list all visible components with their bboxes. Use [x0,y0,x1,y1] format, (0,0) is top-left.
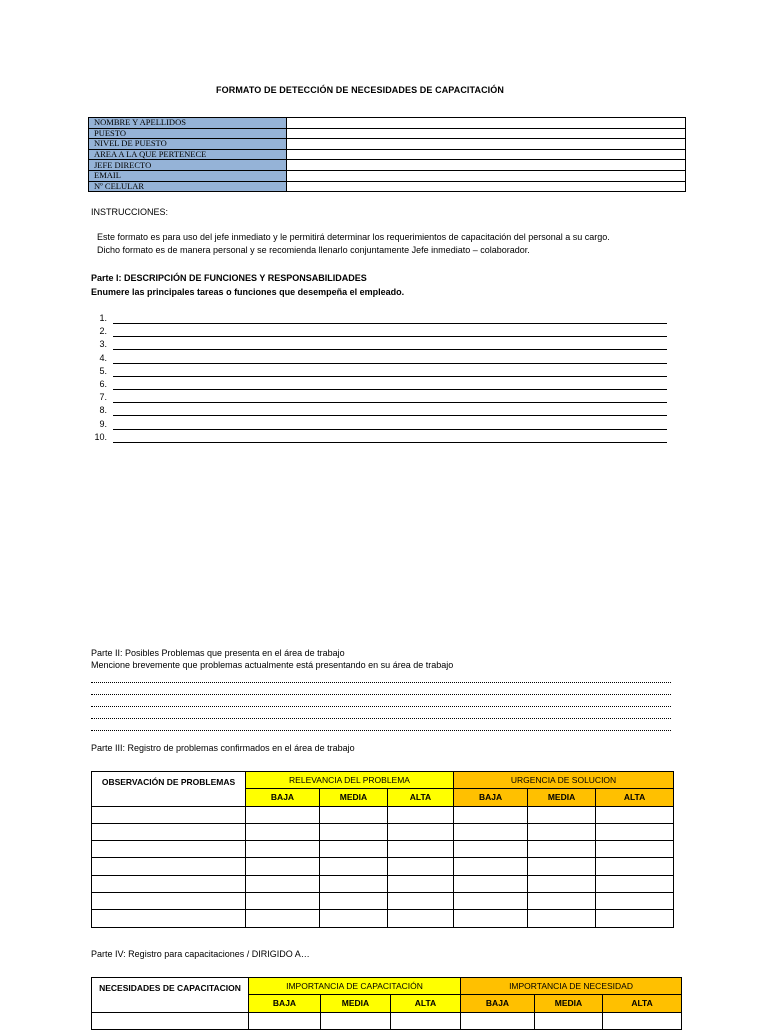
problem-cell[interactable] [92,893,246,910]
problem-cell[interactable] [454,841,528,858]
info-row [89,160,686,171]
info-row [89,181,686,192]
info-label: Nº CELULAR [89,181,287,192]
problem-cell[interactable] [246,875,320,892]
problem-cell[interactable] [92,823,246,840]
problem-cell[interactable] [388,806,454,823]
problem-cell[interactable] [454,806,528,823]
problem-cell[interactable] [454,910,528,927]
problem-cell[interactable] [246,893,320,910]
instructions-heading: INSTRUCCIONES: [91,207,169,217]
problem-cell[interactable] [596,893,674,910]
task-number: 5. [99,365,107,376]
task-line[interactable] [113,415,667,416]
p3-urgencia-alta: ALTA [596,789,674,806]
training-matrix [91,977,682,1030]
problem-cell[interactable] [388,875,454,892]
problem-cell[interactable] [528,893,596,910]
task-line[interactable] [113,376,667,377]
p4-necesidad-baja: BAJA [461,995,535,1012]
page-title: FORMATO DE DETECCIÓN DE NECESIDADES DE CAPACITACIÓN [216,85,504,95]
problem-cell[interactable] [528,806,596,823]
problem-cell[interactable] [596,823,674,840]
problem-cell[interactable] [388,893,454,910]
training-cell[interactable] [603,1012,682,1029]
instructions-line-2: Dicho formato es de manera personal y se recomienda llenarlo conjuntamente Jefe inmediato – colaborador. [97,245,530,255]
problem-row [92,910,674,927]
task-number: 6. [99,379,107,389]
info-row [89,149,686,160]
task-line[interactable] [113,323,667,324]
problem-row [92,806,674,823]
info-value-field[interactable] [287,160,686,171]
p4-capacitacion-baja: BAJA [249,995,321,1012]
info-row [89,170,686,181]
task-number: 4. [99,352,107,363]
task-number: 2. [99,326,107,337]
problem-cell[interactable] [92,910,246,927]
employee-info-table [88,117,686,192]
info-row [89,118,686,129]
p3-urgencia-media: MEDIA [528,789,596,806]
problem-cell[interactable] [528,841,596,858]
p3-col-observacion: OBSERVACIÓN DE PROBLEMAS [92,772,246,807]
p4-col-necesidades: NECESIDADES DE CAPACITACION [92,978,249,1013]
info-value-field[interactable] [287,118,686,129]
part1-heading: Parte I: DESCRIPCIÓN DE FUNCIONES Y RESPONSABILIDADES [91,273,367,283]
training-cell[interactable] [321,1012,391,1029]
info-value-field[interactable] [287,128,686,139]
info-row [89,128,686,139]
training-cell[interactable] [391,1012,461,1029]
training-cell[interactable] [92,1012,249,1029]
part1-subheading: Enumere las principales tareas o funciones que desempeña el empleado. [91,287,405,297]
problem-cell[interactable] [388,910,454,927]
problem-cell[interactable] [246,823,320,840]
info-label: NOMBRE Y APELLIDOS [89,118,287,129]
problem-cell[interactable] [246,858,320,875]
problem-cell[interactable] [320,893,388,910]
p4-group-importancia-capacitacion: IMPORTANCIA DE CAPACITACIÓN [249,978,461,995]
p4-capacitacion-alta: ALTA [391,995,461,1012]
problem-line-1[interactable] [91,682,671,683]
training-cell[interactable] [249,1012,321,1029]
info-label: PUESTO [89,128,287,139]
instructions-line-1: Este formato es para uso del jefe inmediato y le permitirá determinar los requerimientos de capacitación del personal a su cargo. [97,232,610,242]
problem-row [92,893,674,910]
p4-capacitacion-media: MEDIA [321,995,391,1012]
info-label: JEFE DIRECTO [89,160,287,171]
task-number: 8. [99,405,107,416]
p3-relevancia-baja: BAJA [246,789,320,806]
problem-cell[interactable] [320,875,388,892]
problem-line-4[interactable] [91,718,671,719]
problem-row [92,858,674,875]
problem-cell[interactable] [388,823,454,840]
problem-cell[interactable] [528,858,596,875]
p4-necesidad-alta: ALTA [603,995,682,1012]
problem-row [92,841,674,858]
task-line[interactable] [113,389,667,390]
problem-cell[interactable] [528,875,596,892]
problem-cell[interactable] [320,823,388,840]
task-line[interactable] [113,336,667,337]
info-value-field[interactable] [287,149,686,160]
problem-line-5[interactable] [91,730,671,731]
problem-cell[interactable] [320,806,388,823]
task-number: 1. [99,313,107,323]
problem-cell[interactable] [92,806,246,823]
problem-cell[interactable] [246,910,320,927]
info-label: EMAIL [89,170,287,181]
problem-cell[interactable] [454,858,528,875]
problem-cell[interactable] [320,910,388,927]
info-label: NIVEL DE PUESTO [89,139,287,150]
problem-cell[interactable] [320,841,388,858]
p3-group-urgencia: URGENCIA DE SOLUCION [454,772,674,789]
problem-row [92,875,674,892]
p4-necesidad-media: MEDIA [535,995,603,1012]
problem-cell[interactable] [388,841,454,858]
task-number: 9. [99,418,107,429]
p4-group-importancia-necesidad: IMPORTANCIA DE NECESIDAD [461,978,682,995]
problem-cell[interactable] [454,893,528,910]
info-label: AREA A LA QUE PERTENECE [89,149,287,160]
problems-matrix [91,771,674,928]
p3-relevancia-media: MEDIA [320,789,388,806]
problem-cell[interactable] [528,823,596,840]
part4-heading: Parte IV: Registro para capacitaciones / DIRIGIDO A… [91,949,310,959]
task-line[interactable] [113,442,667,443]
problem-cell[interactable] [528,910,596,927]
problem-line-2[interactable] [91,694,671,695]
problem-cell[interactable] [454,823,528,840]
training-row [92,1012,682,1029]
problem-cell[interactable] [596,858,674,875]
problem-cell[interactable] [596,841,674,858]
info-value-field[interactable] [287,170,686,181]
problem-line-3[interactable] [91,706,671,707]
training-cell[interactable] [535,1012,603,1029]
problem-cell[interactable] [92,875,246,892]
task-number: 7. [99,392,107,403]
problem-cell[interactable] [388,858,454,875]
info-value-field[interactable] [287,181,686,192]
problem-row [92,823,674,840]
problem-cell[interactable] [596,910,674,927]
p3-urgencia-baja: BAJA [454,789,528,806]
part2-heading: Parte II: Posibles Problemas que presenta en el área de trabajo [91,648,345,658]
task-line[interactable] [113,429,667,430]
task-number: 10. [94,431,107,442]
p3-relevancia-alta: ALTA [388,789,454,806]
part2-subheading: Mencione brevemente que problemas actualmente está presentando en su área de trabajo [91,660,454,670]
p3-group-relevancia: RELEVANCIA DEL PROBLEMA [246,772,454,789]
problem-cell[interactable] [596,875,674,892]
task-line[interactable] [113,402,667,403]
task-line[interactable] [113,349,667,350]
problem-cell[interactable] [246,806,320,823]
training-cell[interactable] [461,1012,535,1029]
problem-cell[interactable] [454,875,528,892]
problem-cell[interactable] [596,806,674,823]
problem-cell[interactable] [92,841,246,858]
task-line[interactable] [113,363,667,364]
info-row [89,139,686,150]
task-number: 3. [99,339,107,350]
problem-cell[interactable] [320,858,388,875]
info-value-field[interactable] [287,139,686,150]
problem-cell[interactable] [246,841,320,858]
part3-heading: Parte III: Registro de problemas confirmados en el área de trabajo [91,743,355,753]
problem-cell[interactable] [92,858,246,875]
